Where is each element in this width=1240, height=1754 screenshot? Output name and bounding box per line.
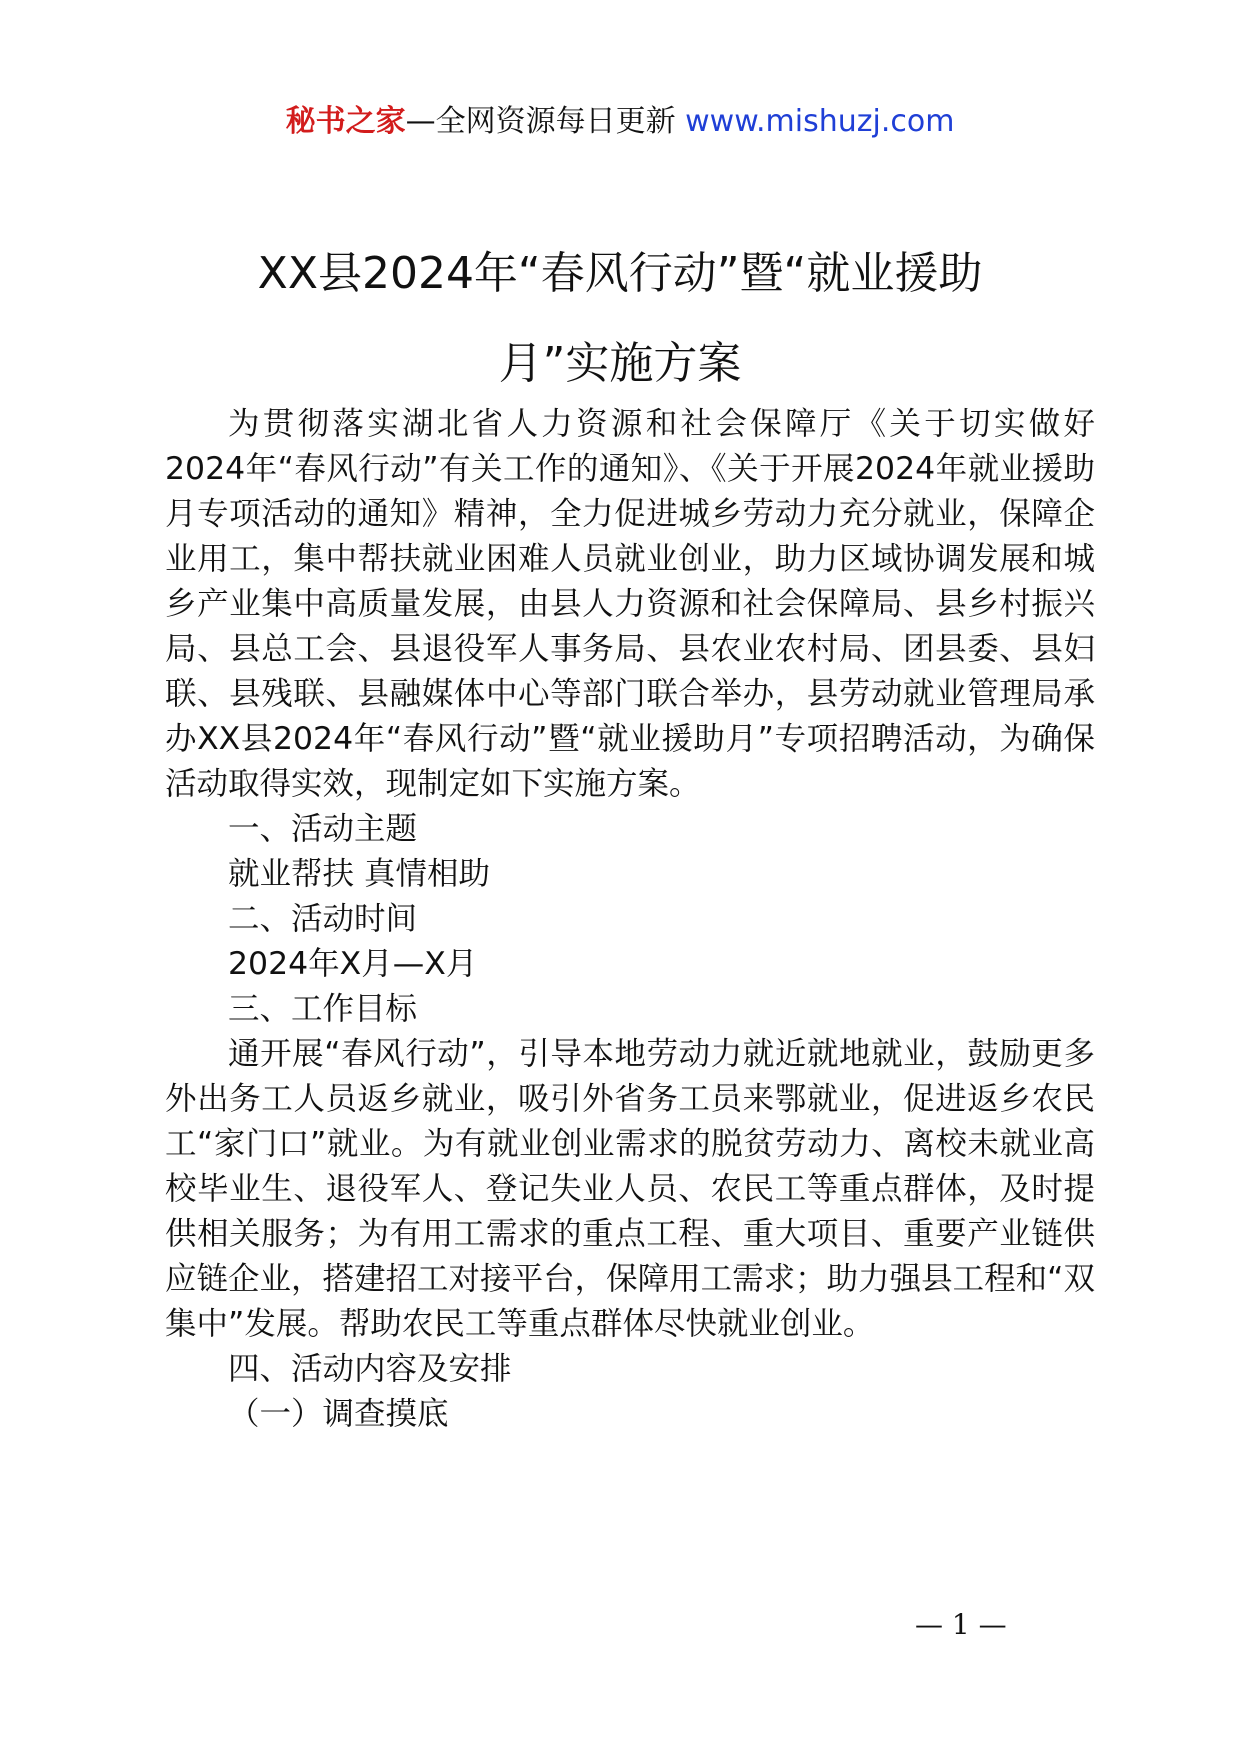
banner-slogan: —全网资源每日更新 xyxy=(405,104,676,139)
section-2-heading: 二、活动时间 xyxy=(228,901,418,937)
page-number: — 1 — xyxy=(915,1608,1007,1641)
section-1-heading: 一、活动主题 xyxy=(228,811,418,847)
brand-name: 秘书之家 xyxy=(285,104,406,139)
section-1-text: 就业帮扶 真情相助 xyxy=(228,856,491,892)
site-url[interactable]: www.mishuzj.com xyxy=(685,104,955,139)
intro-paragraph: 为贯彻落实湖北省人力资源和社会保障厅《关于切实做好2024年“春风行动”有关工作的通知》、《关于开展2024年就业援助月专项活动的通知》精神，全力促进城乡劳动力充分就业，保障企业用工，集中帮扶就业困难人员就业创业，助力区域协调发展和城乡产业集中高质量发展，由县人力资源和社会保障局、县乡村振兴局、县总工会、县退役军人事务局、县农业农村局、团县委、县妇联、县残联、县融媒体中心等部门联合举办，县劳动就业管理局承办XX县2024年“春风行动”暨“就业援助月”专项招聘活动，为确保活动取得实效，现制定如下实施方案。 xyxy=(165,406,1095,802)
document-body xyxy=(165,402,1095,1437)
section-3-text: 通开展“春风行动”，引导本地劳动力就近就地就业，鼓励更多外出务工人员返乡就业，吸引外省务工员来鄂就业，促进返乡农民工“家门口”就业。为有就业创业需求的脱贫劳动力、离校未就业高校毕业生、退役军人、登记失业人员、农民工等重点群体，及时提供相关服务；为有用工需求的重点工程、重大项目、重要产业链供应链企业，搭建招工对接平台，保障用工需求；助力强县工程和“双集中”发展。帮助农民工等重点群体尽快就业创业。 xyxy=(165,1036,1095,1342)
section-3-heading: 三、工作目标 xyxy=(228,991,418,1027)
document-title-line-2: 月”实施方案 xyxy=(498,338,742,389)
section-4-heading: 四、活动内容及安排 xyxy=(228,1351,512,1387)
site-banner xyxy=(0,100,1240,144)
section-4-subheading-1: （一）调查摸底 xyxy=(228,1396,449,1432)
section-2-text: 2024年X月—X月 xyxy=(228,946,478,982)
document-title-line-1: XX县2024年“春风行动”暨“就业援助 xyxy=(257,248,983,299)
